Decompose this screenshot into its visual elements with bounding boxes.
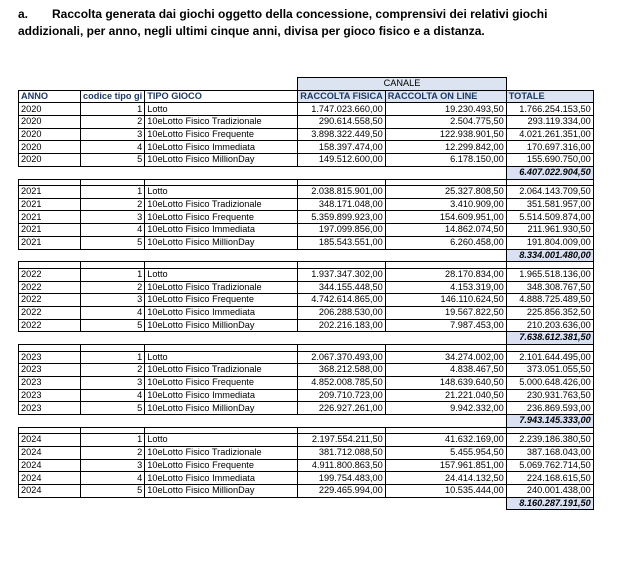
cell-anno: 2022 — [19, 294, 81, 307]
cell-totale: 4.888.725.489,50 — [506, 294, 593, 307]
cell-codice: 5 — [81, 402, 145, 415]
cell-tipo-gioco: 10eLotto Fisico MillionDay — [145, 402, 298, 415]
cell-codice: 2 — [81, 446, 145, 459]
cell-totale: 351.581.957,00 — [506, 198, 593, 211]
cell-anno: 2021 — [19, 224, 81, 237]
year-total-row — [19, 332, 594, 345]
cell-anno: 2023 — [19, 376, 81, 389]
cell-codice: 5 — [81, 319, 145, 332]
cell-codice: 5 — [81, 485, 145, 498]
cell-anno: 2023 — [19, 351, 81, 364]
table-row — [19, 389, 594, 402]
cell-raccolta-fisica: 206.288.530,00 — [298, 306, 386, 319]
cell-codice: 2 — [81, 281, 145, 294]
year-total: 7.638.612.381,50 — [506, 332, 593, 345]
cell-anno: 2022 — [19, 268, 81, 281]
cell-anno: 2020 — [19, 116, 81, 129]
cell-anno: 2020 — [19, 128, 81, 141]
cell-tipo-gioco: Lotto — [145, 434, 298, 447]
cell-raccolta-fisica: 4.742.614.865,00 — [298, 294, 386, 307]
table-row — [19, 268, 594, 281]
cell-totale: 1.965.518.136,00 — [506, 268, 593, 281]
cell-raccolta-fisica: 368.212.588,00 — [298, 364, 386, 377]
cell-tipo-gioco: 10eLotto Fisico Tradizionale — [145, 446, 298, 459]
cell-tipo-gioco: 10eLotto Fisico Immediata — [145, 141, 298, 154]
cell-raccolta-fisica: 226.927.261,00 — [298, 402, 386, 415]
cell-raccolta-fisica: 1.937.347.302,00 — [298, 268, 386, 281]
cell-tipo-gioco: 10eLotto Fisico Tradizionale — [145, 198, 298, 211]
heading-text-1: Raccolta generata dai giochi oggetto della concessione, comprensivi dei relativi giochi — [52, 7, 548, 21]
spacer-row — [19, 344, 594, 351]
table-body — [19, 78, 594, 510]
cell-raccolta-online: 24.414.132,50 — [385, 472, 506, 485]
table-row — [19, 402, 594, 415]
table-row — [19, 364, 594, 377]
year-total-row — [19, 166, 594, 179]
table-row — [19, 236, 594, 249]
table-row — [19, 116, 594, 129]
year-total: 8.160.287.191,50 — [506, 497, 593, 510]
cell-raccolta-fisica: 185.543.551,00 — [298, 236, 386, 249]
cell-totale: 5.514.509.874,00 — [506, 211, 593, 224]
cell-totale: 1.766.254.153,50 — [506, 103, 593, 116]
cell-tipo-gioco: Lotto — [145, 268, 298, 281]
cell-totale: 2.064.143.709,50 — [506, 186, 593, 199]
cell-raccolta-online: 21.221.040,50 — [385, 389, 506, 402]
table-row — [19, 446, 594, 459]
cell-totale: 240.001.438,00 — [506, 485, 593, 498]
cell-codice: 5 — [81, 236, 145, 249]
col-header-tipo-gioco: TIPO GIOCO — [145, 90, 298, 103]
cell-anno: 2023 — [19, 364, 81, 377]
year-total-row — [19, 497, 594, 510]
cell-anno: 2023 — [19, 402, 81, 415]
col-header-raccolta-online: RACCOLTA ON LINE — [385, 90, 506, 103]
cell-raccolta-fisica: 2.067.370.493,00 — [298, 351, 386, 364]
cell-codice: 4 — [81, 389, 145, 402]
heading-letter: a. — [18, 7, 29, 21]
year-total: 8.334.001.480,00 — [506, 249, 593, 262]
group-header-row — [19, 78, 594, 91]
cell-raccolta-online: 146.110.624,50 — [385, 294, 506, 307]
cell-tipo-gioco: 10eLotto Fisico MillionDay — [145, 485, 298, 498]
cell-tipo-gioco: 10eLotto Fisico Frequente — [145, 294, 298, 307]
cell-tipo-gioco: 10eLotto Fisico Immediata — [145, 224, 298, 237]
cell-raccolta-online: 6.178.150,00 — [385, 154, 506, 167]
cell-codice: 3 — [81, 294, 145, 307]
cell-raccolta-fisica: 1.747.023.660,00 — [298, 103, 386, 116]
cell-tipo-gioco: 10eLotto Fisico Frequente — [145, 459, 298, 472]
cell-tipo-gioco: 10eLotto Fisico Frequente — [145, 128, 298, 141]
cell-tipo-gioco: 10eLotto Fisico Tradizionale — [145, 281, 298, 294]
cell-anno: 2022 — [19, 306, 81, 319]
cell-anno: 2021 — [19, 198, 81, 211]
cell-raccolta-fisica: 149.512.600,00 — [298, 154, 386, 167]
table-row — [19, 224, 594, 237]
cell-raccolta-fisica: 3.898.322.449,50 — [298, 128, 386, 141]
table-row — [19, 434, 594, 447]
cell-totale: 4.021.261.351,00 — [506, 128, 593, 141]
cell-raccolta-online: 5.455.954,50 — [385, 446, 506, 459]
table-row — [19, 281, 594, 294]
canale-header: CANALE — [298, 78, 507, 91]
cell-raccolta-online: 157.961.851,00 — [385, 459, 506, 472]
cell-totale: 387.168.043,00 — [506, 446, 593, 459]
cell-codice: 4 — [81, 141, 145, 154]
cell-totale: 236.869.593,00 — [506, 402, 593, 415]
table-row — [19, 103, 594, 116]
heading-line-2: addizionali, per anno, negli ultimi cinque anni, divisa per gioco fisico e a distanza. — [18, 24, 485, 38]
cell-raccolta-fisica: 344.155.448,50 — [298, 281, 386, 294]
table-row — [19, 198, 594, 211]
cell-codice: 4 — [81, 472, 145, 485]
cell-raccolta-fisica: 2.197.554.211,50 — [298, 434, 386, 447]
table-row — [19, 376, 594, 389]
cell-raccolta-online: 122.938.901,50 — [385, 128, 506, 141]
cell-raccolta-online: 9.942.332,00 — [385, 402, 506, 415]
heading-line-1 — [18, 6, 608, 23]
cell-anno: 2020 — [19, 141, 81, 154]
cell-tipo-gioco: 10eLotto Fisico Immediata — [145, 472, 298, 485]
table-row — [19, 472, 594, 485]
cell-tipo-gioco: 10eLotto Fisico Frequente — [145, 376, 298, 389]
cell-codice: 1 — [81, 103, 145, 116]
table-row — [19, 306, 594, 319]
cell-raccolta-fisica: 4.852.008.785,50 — [298, 376, 386, 389]
cell-codice: 1 — [81, 434, 145, 447]
cell-anno: 2021 — [19, 186, 81, 199]
cell-totale: 5.000.648.426,00 — [506, 376, 593, 389]
table-row — [19, 459, 594, 472]
cell-codice: 1 — [81, 351, 145, 364]
cell-totale: 155.690.750,00 — [506, 154, 593, 167]
cell-anno: 2020 — [19, 103, 81, 116]
cell-tipo-gioco: 10eLotto Fisico Frequente — [145, 211, 298, 224]
cell-raccolta-online: 10.535.444,00 — [385, 485, 506, 498]
cell-raccolta-online: 12.299.842,00 — [385, 141, 506, 154]
cell-codice: 2 — [81, 116, 145, 129]
cell-codice: 4 — [81, 224, 145, 237]
table-row — [19, 485, 594, 498]
cell-tipo-gioco: Lotto — [145, 103, 298, 116]
cell-raccolta-online: 2.504.775,50 — [385, 116, 506, 129]
cell-totale: 348.308.767,50 — [506, 281, 593, 294]
cell-raccolta-online: 28.170.834,00 — [385, 268, 506, 281]
cell-anno: 2022 — [19, 319, 81, 332]
cell-raccolta-online: 25.327.808,50 — [385, 186, 506, 199]
cell-tipo-gioco: 10eLotto Fisico Tradizionale — [145, 364, 298, 377]
spacer-row — [19, 179, 594, 186]
cell-anno: 2024 — [19, 434, 81, 447]
table-row — [19, 211, 594, 224]
table-row — [19, 294, 594, 307]
cell-totale: 293.119.334,00 — [506, 116, 593, 129]
year-total-row — [19, 249, 594, 262]
cell-totale: 210.203.636,00 — [506, 319, 593, 332]
cell-tipo-gioco: Lotto — [145, 186, 298, 199]
table-row — [19, 141, 594, 154]
cell-anno: 2021 — [19, 236, 81, 249]
cell-anno: 2024 — [19, 485, 81, 498]
cell-raccolta-online: 7.987.453,00 — [385, 319, 506, 332]
cell-totale: 373.051.055,50 — [506, 364, 593, 377]
cell-totale: 5.069.762.714,50 — [506, 459, 593, 472]
cell-codice: 1 — [81, 186, 145, 199]
col-header-raccolta-fisica: RACCOLTA FISICA — [298, 90, 386, 103]
cell-totale: 170.697.316,00 — [506, 141, 593, 154]
cell-codice: 5 — [81, 154, 145, 167]
table-row — [19, 186, 594, 199]
cell-raccolta-fisica: 290.614.558,50 — [298, 116, 386, 129]
cell-raccolta-online: 154.609.951,00 — [385, 211, 506, 224]
cell-codice: 1 — [81, 268, 145, 281]
col-header-codice: codice tipo gi — [81, 90, 145, 103]
cell-codice: 3 — [81, 128, 145, 141]
cell-tipo-gioco: 10eLotto Fisico MillionDay — [145, 236, 298, 249]
cell-totale: 211.961.930,50 — [506, 224, 593, 237]
cell-raccolta-fisica: 5.359.899.923,00 — [298, 211, 386, 224]
cell-totale: 224.168.615,50 — [506, 472, 593, 485]
year-total: 6.407.022.904,50 — [506, 166, 593, 179]
cell-raccolta-online: 19.230.493,50 — [385, 103, 506, 116]
cell-raccolta-fisica: 197.099.856,00 — [298, 224, 386, 237]
cell-raccolta-fisica: 4.911.800.863,50 — [298, 459, 386, 472]
column-header-row — [19, 90, 594, 103]
col-header-anno: ANNO — [19, 90, 81, 103]
spacer-row — [19, 262, 594, 269]
cell-raccolta-fisica: 158.397.474,00 — [298, 141, 386, 154]
year-total-row — [19, 414, 594, 427]
cell-codice: 3 — [81, 459, 145, 472]
year-total: 7.943.145.333,00 — [506, 414, 593, 427]
cell-raccolta-fisica: 209.710.723,00 — [298, 389, 386, 402]
cell-anno: 2024 — [19, 446, 81, 459]
document-heading — [18, 6, 608, 40]
cell-raccolta-online: 148.639.640,50 — [385, 376, 506, 389]
cell-raccolta-fisica: 229.465.994,00 — [298, 485, 386, 498]
cell-codice: 2 — [81, 198, 145, 211]
cell-raccolta-fisica: 381.712.088,50 — [298, 446, 386, 459]
table-row — [19, 319, 594, 332]
cell-raccolta-fisica: 199.754.483,00 — [298, 472, 386, 485]
cell-anno: 2024 — [19, 472, 81, 485]
cell-anno: 2021 — [19, 211, 81, 224]
cell-anno: 2024 — [19, 459, 81, 472]
cell-tipo-gioco: 10eLotto Fisico Immediata — [145, 306, 298, 319]
cell-tipo-gioco: 10eLotto Fisico Immediata — [145, 389, 298, 402]
cell-raccolta-online: 4.153.319,00 — [385, 281, 506, 294]
cell-raccolta-online: 41.632.169,00 — [385, 434, 506, 447]
cell-totale: 2.101.644.495,00 — [506, 351, 593, 364]
table-row — [19, 154, 594, 167]
cell-anno: 2020 — [19, 154, 81, 167]
table-row — [19, 128, 594, 141]
table-row — [19, 351, 594, 364]
cell-totale: 230.931.763,50 — [506, 389, 593, 402]
cell-codice: 2 — [81, 364, 145, 377]
cell-tipo-gioco: 10eLotto Fisico MillionDay — [145, 319, 298, 332]
cell-tipo-gioco: 10eLotto Fisico MillionDay — [145, 154, 298, 167]
cell-raccolta-fisica: 2.038.815.901,00 — [298, 186, 386, 199]
col-header-totale: TOTALE — [506, 90, 593, 103]
cell-raccolta-online: 4.838.467,50 — [385, 364, 506, 377]
cell-raccolta-online: 14.862.074,50 — [385, 224, 506, 237]
cell-tipo-gioco: 10eLotto Fisico Tradizionale — [145, 116, 298, 129]
cell-totale: 225.856.352,50 — [506, 306, 593, 319]
cell-anno: 2023 — [19, 389, 81, 402]
cell-raccolta-fisica: 348.171.048,00 — [298, 198, 386, 211]
raccolta-table — [18, 77, 594, 510]
cell-tipo-gioco: Lotto — [145, 351, 298, 364]
cell-codice: 3 — [81, 211, 145, 224]
cell-anno: 2022 — [19, 281, 81, 294]
cell-codice: 3 — [81, 376, 145, 389]
spacer-row — [19, 427, 594, 434]
cell-raccolta-online: 19.567.822,50 — [385, 306, 506, 319]
cell-raccolta-online: 34.274.002,00 — [385, 351, 506, 364]
cell-codice: 4 — [81, 306, 145, 319]
cell-totale: 2.239.186.380,50 — [506, 434, 593, 447]
cell-raccolta-online: 6.260.458,00 — [385, 236, 506, 249]
cell-raccolta-online: 3.410.909,00 — [385, 198, 506, 211]
cell-raccolta-fisica: 202.216.183,00 — [298, 319, 386, 332]
cell-totale: 191.804.009,00 — [506, 236, 593, 249]
